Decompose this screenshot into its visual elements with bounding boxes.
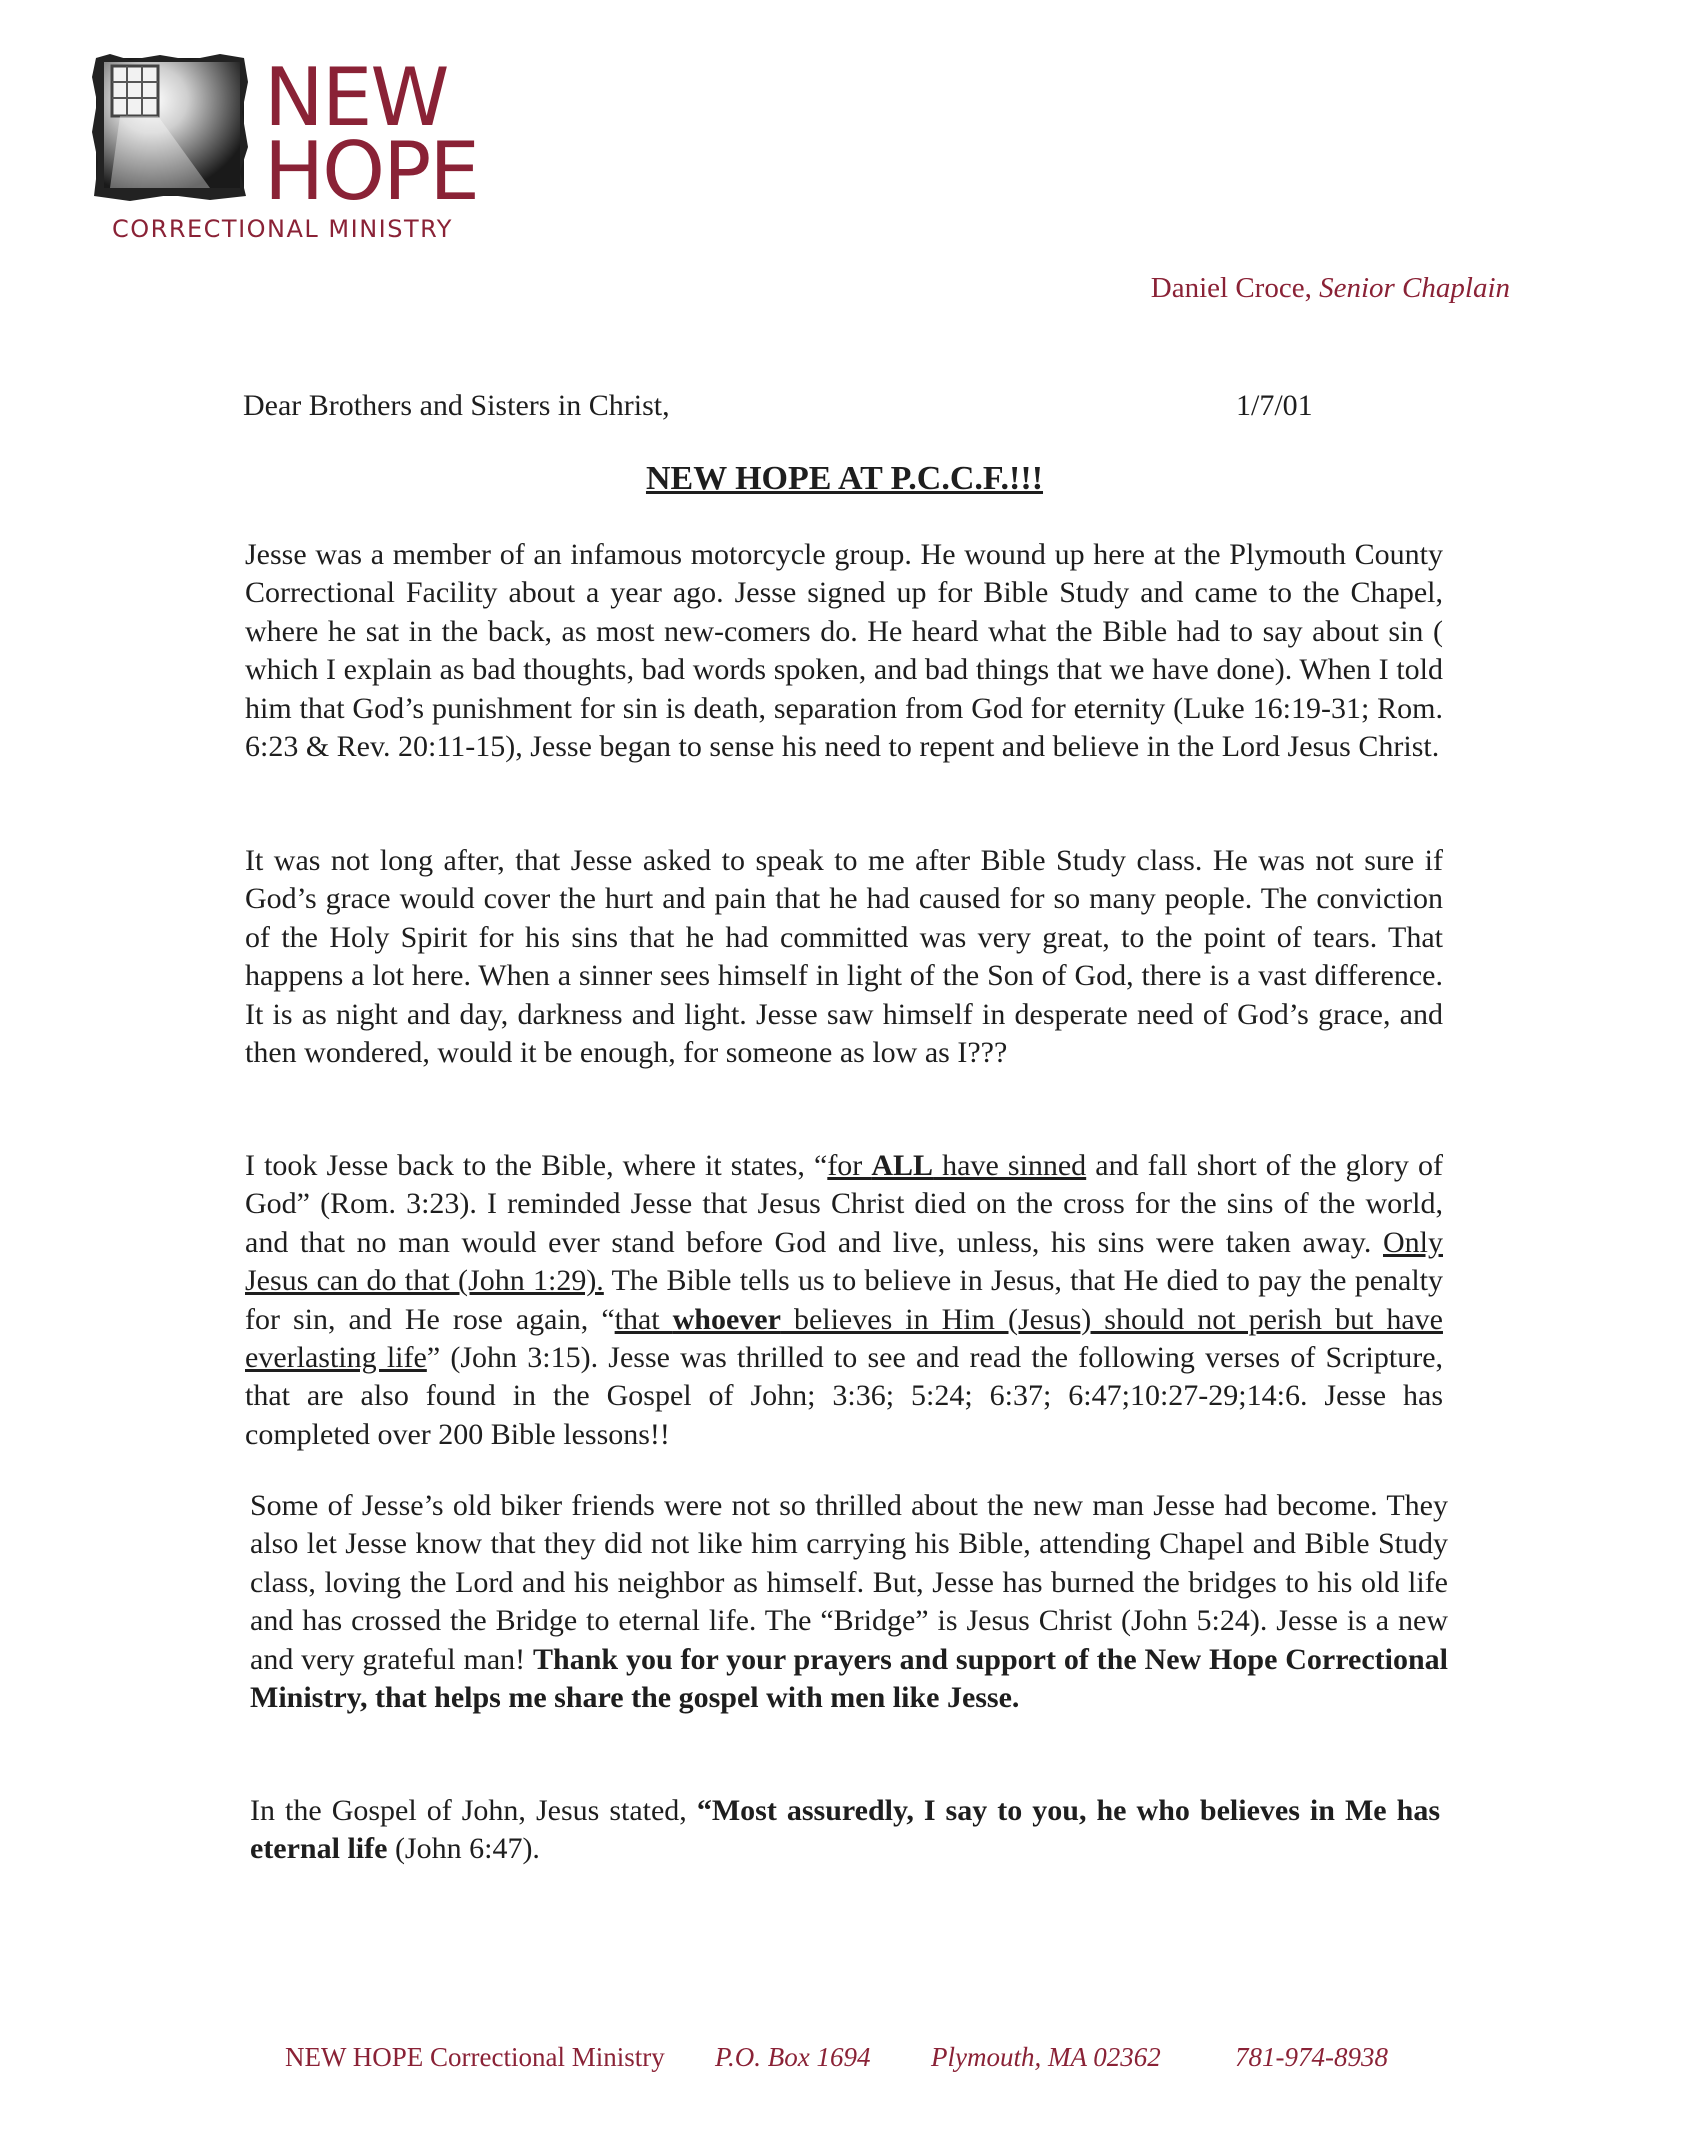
paragraph-1: Jesse was a member of an infamous motorcycle group. He wound up here at the Plymouth County Correctional Facility about a year ago. Jesse signed up for Bible Study and came to the Chapel, where he sat in the back, as most new-comers do. He heard what the Bible had to say about sin ( which I explain as bad thoughts, bad words spoken, and bad things that we have done). When I told him that God’s punishment for sin is death, separation from God for eternity (Luke 16:19-31; Rom. 6:23 & Rev. 20:11-15), Jesse began to sense his need to repent and believe in the Lord Jesus Christ. — [245, 538, 1443, 764]
underlined-verse-1 — [827, 1149, 1086, 1182]
verse-3-part-c: believes in Him (Jesus) should not perish but have everlasting life — [245, 1302, 1443, 1375]
p3-text-b: and fall short of the glory of God” (Rom. 3:23). I reminded Jesse that Jesus Christ died on the cross for the sins of the world, and that no man would ever stand before God and live, unless, his sins were taken away. — [245, 1149, 1443, 1259]
chaplain-line — [1100, 272, 1510, 305]
letter-heading — [0, 460, 1699, 498]
p5-text: In the Gospel of John, Jesus stated, — [250, 1794, 697, 1827]
verse-1-part-a: for — [827, 1149, 872, 1182]
paragraph-2: It was not long after, that Jesse asked to speak to me after Bible Study class. He was not sure if God’s grace would cover the hurt and pain that he had caused for so many people. The conviction of the Holy Spirit for his sins that he had committed was very great, to the point of tears. That happens a lot here. When a sinner sees himself in light of the Son of God, there is a vast difference. It is as night and day, darkness and light. Jesse saw himself in desperate need of God’s grace, and then wondered, would it be enough, for someone as low as I??? — [245, 844, 1443, 1070]
p3-text-c: The Bible tells us to believe in Jesus, that He died to pay the penalty for sin, and He rose again, “ — [245, 1264, 1443, 1336]
footer-city: Plymouth, MA 02362 — [931, 2042, 1161, 2072]
p4-thanks: Thank you for your prayers and support of the New Hope Correctional Ministry, that helps me share the gospel with men like Jesse. — [250, 1642, 1448, 1715]
paragraph-4 — [250, 1487, 1448, 1717]
p3-text-a: I took Jesse back to the Bible, where it states, “ — [245, 1149, 828, 1182]
paragraph-3 — [245, 1147, 1443, 1454]
verse-1-emphasis: ALL — [871, 1149, 934, 1182]
logo-word-new: NEW — [264, 51, 448, 144]
verse-1-part-c: have sinned — [933, 1149, 1087, 1182]
logo-subtitle: CORRECTIONAL MINISTRY — [112, 215, 453, 243]
heading-text: NEW HOPE AT P.C.C.F.!!! — [645, 460, 1044, 497]
salutation: Dear Brothers and Sisters in Christ, — [243, 389, 670, 422]
p5-quote: “Most assuredly, I say to you, he who believes in Me has eternal life — [250, 1794, 1440, 1866]
chaplain-name: Daniel Croce, — [1150, 272, 1312, 304]
verse-3-part-a: that — [614, 1302, 673, 1336]
paragraph-5 — [250, 1792, 1440, 1869]
underlined-verse-2: Only Jesus can do that (John 1:29). — [245, 1225, 1443, 1298]
footer-phone: 781-974-8938 — [1235, 2042, 1388, 2072]
letter-date: 1/7/01 — [1236, 389, 1313, 422]
window-light-icon — [90, 52, 250, 202]
verse-3-emphasis: whoever — [672, 1302, 781, 1336]
footer-org: NEW HOPE Correctional Ministry — [285, 2042, 665, 2072]
p3-text-d: ” (John 3:15). Jesse was thrilled to see and read the following verses of Scripture, that are also found in the Gospel of John; 3:36; 5:24; 6:37; 6:47;10:27-29;14:6. Jesse has completed over 200 Bible lessons!! — [245, 1341, 1444, 1451]
footer-po-box: P.O. Box 1694 — [715, 2042, 871, 2072]
ministry-logo — [90, 52, 510, 252]
p4-text: Some of Jesse’s old biker friends were not so thrilled about the new man Jesse had become. They also let Jesse know that they did not like him carrying his Bible, attending Chapel and Bible Study class, loving the Lord and his neighbor as himself. But, Jesse has burned the bridges to his old life and has crossed the Bridge to eternal life. The “Bridge” is Jesus Christ (John 5:24). Jesse is a new and very grateful man! — [250, 1489, 1448, 1676]
chaplain-title: Senior Chaplain — [1319, 272, 1510, 304]
logo-word-hope: HOPE — [264, 125, 478, 218]
p5-reference: (John 6:47). — [387, 1832, 540, 1866]
